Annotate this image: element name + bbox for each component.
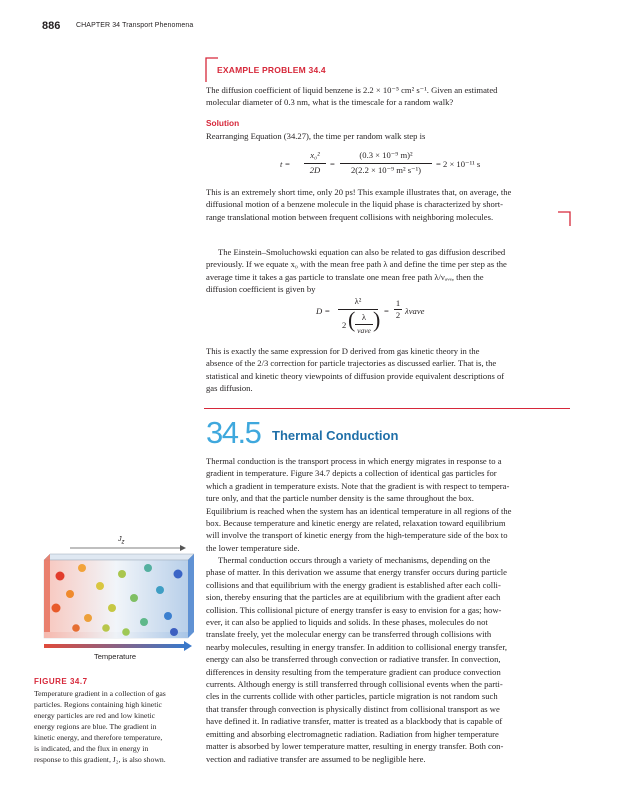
caption-line: Temperature gradient in a collection of gas	[34, 689, 166, 698]
text-line: differences in density resulting from the temperature gradient can produce convection	[206, 666, 501, 677]
text-line: the lower temperature side.	[206, 542, 300, 553]
figure-label: FIGURE 34.7	[34, 677, 88, 686]
d-eq-paren-open: (	[348, 307, 356, 332]
caption-line: energy particles are red and low kinetic	[34, 711, 156, 720]
text-line: collision. This collisional picture of energy transfer is easy to envision for a gas; how-	[206, 604, 502, 615]
text-line: emitting and absorbing electromagnetic radiation. Radiation from higher temperature	[206, 728, 499, 739]
temperature-arrow-bar	[44, 644, 184, 648]
eq-frac1-bar	[304, 163, 326, 164]
text-line: gradient in temperature. Figure 34.7 depicts a collection of identical gas particles for	[206, 468, 497, 479]
chapter-header: CHAPTER 34 Transport Phenomena	[76, 22, 194, 29]
text-line: previously. If we equate x₀ with the mean free path λ and define the time per step as the	[206, 259, 507, 270]
text-line: Equilibrium is reached when the system has an identical temperature in all regions of the	[206, 505, 512, 516]
section-rule	[204, 408, 570, 409]
solution-intro: Rearranging Equation (34.27), the time per random walk step is	[206, 131, 426, 141]
text-line: energy can also be transferred through convection or radiative transfer. In convection,	[206, 654, 501, 665]
d-eq-lhs: D =	[316, 306, 331, 316]
d-eq-inner-bar	[355, 324, 373, 325]
text-line: phase of matter. In this derivation we assume that energy transfer occurs during particle	[206, 567, 507, 578]
d-eq-paren-close: )	[373, 307, 381, 332]
section-paragraph	[206, 455, 568, 554]
eq-frac1-den: 2D	[309, 165, 321, 175]
page-number: 886	[42, 20, 61, 32]
d-eq-den-prefix: 2	[342, 320, 347, 330]
conclusion-line: This is an extremely short time, only 20 ps! This example illustrates that, on average, the	[206, 187, 512, 197]
d-eq-rhs: λνave	[405, 306, 425, 316]
diffusion-equation	[316, 296, 516, 342]
d-eq-half-num: 1	[395, 298, 401, 308]
d-eq-equals: =	[384, 306, 389, 316]
text-line: average time it takes a gas particle to translate one mean free path λ/νₐᵥₑ, then the	[206, 271, 484, 282]
example-conclusion	[206, 186, 568, 223]
flux-label: $J_z$	[118, 536, 125, 546]
eq-rhs: = 2 × 10⁻¹¹ s	[436, 159, 481, 169]
text-line: that transfer through convection is physically distinct from collisional transport as we	[206, 703, 500, 714]
text-line: have defined it. In radiative transfer, matter is treated as a blackbody that is capable of	[206, 716, 503, 727]
problem-line: The diffusion coefficient of liquid benzene is 2.2 × 10⁻⁵ cm² s⁻¹. Given an estimated	[206, 85, 498, 95]
caption-line: energy regions are blue. The gradient in	[34, 722, 157, 731]
text-line: gas diffusion.	[206, 383, 253, 394]
problem-line: molecular diameter of 0.3 nm, what is the timescale for a random walk?	[206, 97, 454, 108]
example-title: EXAMPLE PROBLEM 34.4	[217, 65, 326, 75]
eq-lhs: t =	[280, 159, 291, 169]
solution-label: Solution	[206, 118, 240, 128]
d-eq-inner-den: νave	[357, 326, 371, 335]
example-problem	[206, 84, 568, 109]
d-eq-half-den: 2	[395, 310, 401, 320]
text-line: cles in the currents collide with other particles, particle migration is not random such	[206, 691, 498, 702]
gas-box-illustration	[30, 528, 200, 668]
text-line: diffusion coefficient is given by	[206, 284, 316, 295]
section-number: 34.5	[206, 415, 261, 450]
text-line: box. Because temperature and kinetic energy are related, relaxation toward equilibrium	[206, 518, 506, 529]
text-line: translate freely, yet the molecular energy can be transferred through collisions with	[206, 629, 492, 640]
text-line: statistical and kinetic theory viewpoints of diffusion provide equivalent descriptions of	[206, 370, 505, 381]
text-line: vection and radiative transfer are assumed to be negligible here.	[206, 753, 426, 764]
section-title: Thermal Conduction	[272, 428, 399, 443]
caption-line: kinetic energy, and therefore temperature,	[34, 733, 163, 742]
text-line: absence of the 2/3 correction for particle trajectories as discussed earlier. That is, the	[206, 358, 497, 369]
eq-frac2-num: (0.3 × 10⁻⁹ m)²	[359, 150, 413, 160]
figure-34-7	[30, 528, 200, 668]
conclusion-line: diffusional motion of a benzene molecule in the liquid phase is characterized by short-	[206, 199, 503, 210]
text-line: currents. Although energy is still transferred through collisional events when the parti-	[206, 679, 503, 690]
d-eq-bar	[338, 309, 378, 310]
text-line: This is exactly the same expression for D derived from gas kinetic theory in the	[206, 346, 480, 356]
eq-frac2-bar	[340, 163, 432, 164]
eq-frac2-den: 2(2.2 × 10⁻⁹ m² s⁻¹)	[350, 165, 422, 175]
text-line: ture only, and that the particle number density is the same throughout the box.	[206, 493, 474, 504]
eq-frac1-num: x₀²	[310, 150, 320, 160]
conclusion-line: range translational motion between frequent collisions with neighboring molecules.	[206, 211, 494, 222]
caption-line: is indicated, and the flux in energy in	[34, 744, 149, 753]
paragraph-mechanisms	[206, 554, 568, 765]
caption-line: particles. Regions containing high kinetic	[34, 700, 162, 709]
text-line: will involve the transport of kinetic energy from the high-temperature side of the box to	[206, 530, 508, 541]
temperature-arrowhead	[184, 641, 192, 651]
text-line: ever, it can also be applied to liquids and solids. In these phases, molecules do not	[206, 617, 488, 628]
paragraph-equivalence	[206, 345, 568, 395]
text-line: Thermal conduction occurs through a variety of mechanisms, depending on the	[218, 555, 491, 565]
d-eq-inner-num: λ	[361, 312, 367, 322]
text-line: matter is absorbed by lower temperature matter, resulting in energy transfer. Both con-	[206, 741, 504, 752]
figure-caption	[34, 688, 194, 765]
temperature-axis-label: Temperature	[93, 652, 137, 661]
time-equation	[280, 148, 580, 182]
text-line: nearby molecules, resulting in energy transfer. In addition to collisional energy transfer,	[206, 641, 507, 652]
text-line: collisions and that equilibrium with the energy gradient is established after each colli-	[206, 579, 501, 590]
d-eq-num: λ²	[354, 296, 362, 306]
text-line: sion, thereby ensuring that the particles are at equilibrium with the gradient after each	[206, 592, 501, 603]
text-line: which a gradient in temperature exists. Note that the gradient is with respect to tempera-	[206, 480, 510, 491]
caption-line: response to this gradient, J₂, is also shown.	[34, 755, 166, 764]
text-line: The Einstein–Smoluchowski equation can also be related to gas diffusion described	[218, 247, 506, 257]
paragraph-einstein	[206, 246, 568, 296]
eq-equals: =	[330, 159, 335, 169]
flux-arrowhead	[180, 545, 186, 551]
text-line: Thermal conduction is the transport process in which energy migrates in response to a	[206, 456, 502, 466]
